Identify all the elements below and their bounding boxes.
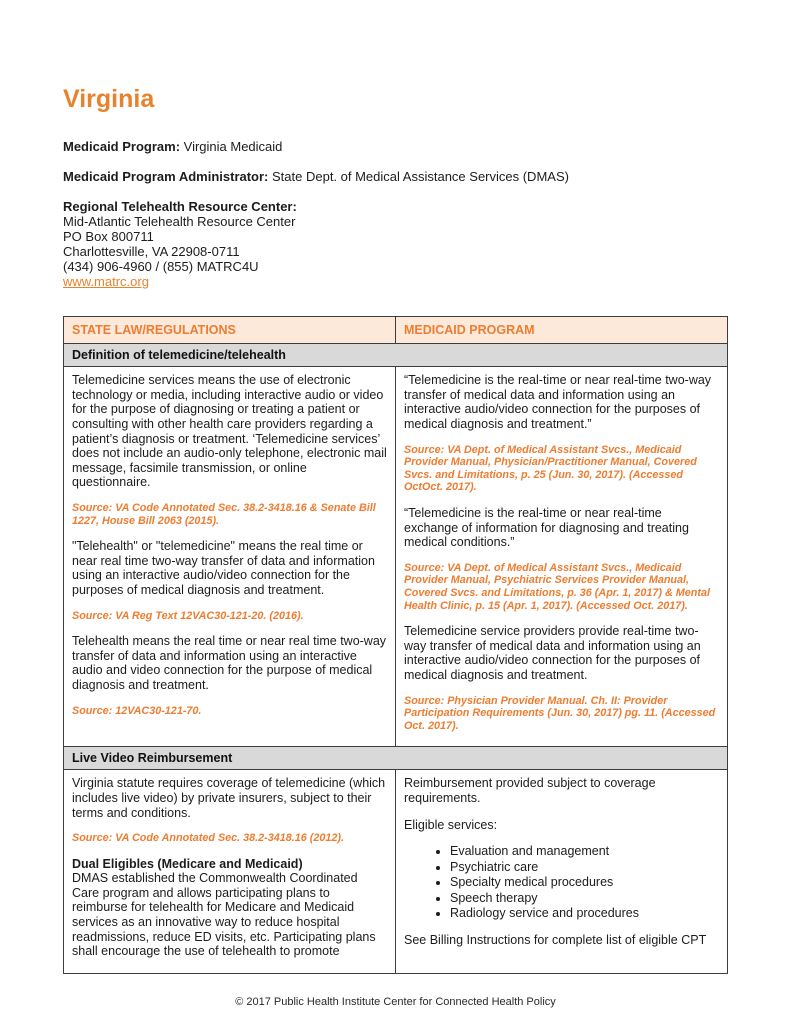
section-content-row [64,367,728,747]
body-paragraph: “Telemedicine is the real-time or near real-time exchange of information for diagnosing and treating medical conditions.” [404,506,689,550]
medicaid-program-label: Medicaid Program: [63,139,181,155]
footer-copyright: © 2017 Public Health Institute Center for Connected Health Policy [235,995,556,1008]
medicaid-program-value: Virginia Medicaid [180,139,283,155]
cell-right [396,367,728,747]
source-citation: Source: VA Code Annotated Sec. 38.2-3418.16 (2012). [72,832,345,845]
bullet-item: • Speech therapy [450,891,719,906]
body-paragraph: Telehealth means the real time or near real time two-way transfer of data and information using an interactive audio and video connection for the purpose of medical diagnosis and treatment. [72,634,387,692]
column-header-state-law: STATE LAW/REGULATIONS [64,317,396,344]
cell-right [396,770,728,974]
source-citation: Source: VA Reg Text 12VAC30-121-20. (2016). [72,609,304,622]
header-meta [63,139,728,289]
source-citation: Source: 12VAC30-121-70. [72,704,202,717]
bullet-item: • Psychiatric care [450,860,719,875]
section-header-row [64,747,728,770]
policy-table-body [64,344,728,974]
body-paragraph: See Billing Instructions for complete list of eligible CPT [404,933,707,948]
section-header-row [64,344,728,367]
rtrc-block [63,199,728,289]
rtrc-address-line: (434) 906-4960 / (855) MATRC4U [63,259,259,275]
body-paragraph: “Telemedicine is the real-time or near real-time two-way transfer of medical data and information using an interactive audio/video connection for the purposes of medical diagnosis and treatment.” [404,373,712,432]
rtrc-address-line: Mid-Atlantic Telehealth Resource Center [63,214,296,230]
rtrc-address-line: Charlottesville, VA 22908-0711 [63,244,240,260]
rtrc-website-link[interactable]: www.matrc.org [63,274,149,290]
body-paragraph: DMAS established the Commonwealth Coordinated Care program and allows participating plans to reimburse for telehealth for Medicare and Medicaid services as an innovative way to reduce hospital readmissions, reduce ED visits, etc. Participating plans shall encourage the use of telehealth to promote [72,871,376,959]
table-header-row [64,317,728,344]
section-header: Live Video Reimbursement [64,747,728,770]
section-header: Definition of telemedicine/telehealth [64,344,728,367]
bullet-item: • Evaluation and management [450,844,719,859]
cell-left [64,770,396,974]
rtrc-label: Regional Telehealth Resource Center: [63,199,297,215]
body-paragraph: Eligible services: [404,817,498,832]
section-content-row [64,770,728,974]
body-paragraph: Telemedicine services means the use of electronic technology or media, including interactive audio or video for the purpose of diagnosing or treating a patient or consulting with other health care providers regarding a patient’s diagnosis or treatment. ‘Telemedicine services’ does not include an audio-only telephone, electronic mail message, facsimile transmission, or online questionnaire. [72,373,387,490]
body-paragraph: Reimbursement provided subject to coverage requirements. [404,776,656,805]
cell-subheading: Dual Eligibles (Medicare and Medicaid) [72,856,303,871]
medicaid-program-line [63,139,728,154]
administrator-value: State Dept. of Medical Assistance Services (DMAS) [268,169,569,185]
body-paragraph: "Telehealth" or "telemedicine" means the real time or near real time two-way transfer of data and information using an interactive audio/video connection for the purposes of medical diagnosis and treatment. [72,539,375,597]
cell-left [64,367,396,747]
administrator-line [63,169,728,184]
column-header-medicaid-program: MEDICAID PROGRAM [396,317,728,344]
source-citation: Source: Physician Provider Manual. Ch. II: Provider Participation Requirements (Jun. 30, 2017) pg. 11. (Accessed Oct. 2017). [404,694,716,732]
body-paragraph: Virginia statute requires coverage of telemedicine (which includes live video) by private insurers, subject to their terms and conditions. [72,776,386,820]
bullet-list [404,844,719,921]
source-citation: Source: VA Dept. of Medical Assistant Svcs., Medicaid Provider Manual, Psychiatric Services Provider Manual, Covered Svcs. and Limitations, p. 36 (Apr. 1, 2017) & Mental Health Clinic, p. 15 (Apr. 1, 2017). (Accessed Oct. 2017). [404,561,711,612]
policy-table [63,316,728,974]
body-paragraph: Telemedicine service providers provide real-time two-way transfer of medical data and information using an interactive audio/video connection for the purposes of medical diagnosis and treatment. [404,624,701,682]
rtrc-address-line: PO Box 800711 [63,229,154,245]
source-citation: Source: VA Dept. of Medical Assistant Svcs., Medicaid Provider Manual, Physician/Practitioner Manual, Covered Svcs. and Limitations, p. 25 (Jun. 30, 2017). (Accessed OctOct. 2017). [404,443,697,494]
bullet-item: • Radiology service and procedures [450,906,719,921]
page-title: Virginia [63,85,155,113]
source-citation: Source: VA Code Annotated Sec. 38.2-3418.16 & Senate Bill 1227, House Bill 2063 (2015). [72,502,376,527]
bullet-item: • Specialty medical procedures [450,875,719,890]
administrator-label: Medicaid Program Administrator: [63,169,269,185]
